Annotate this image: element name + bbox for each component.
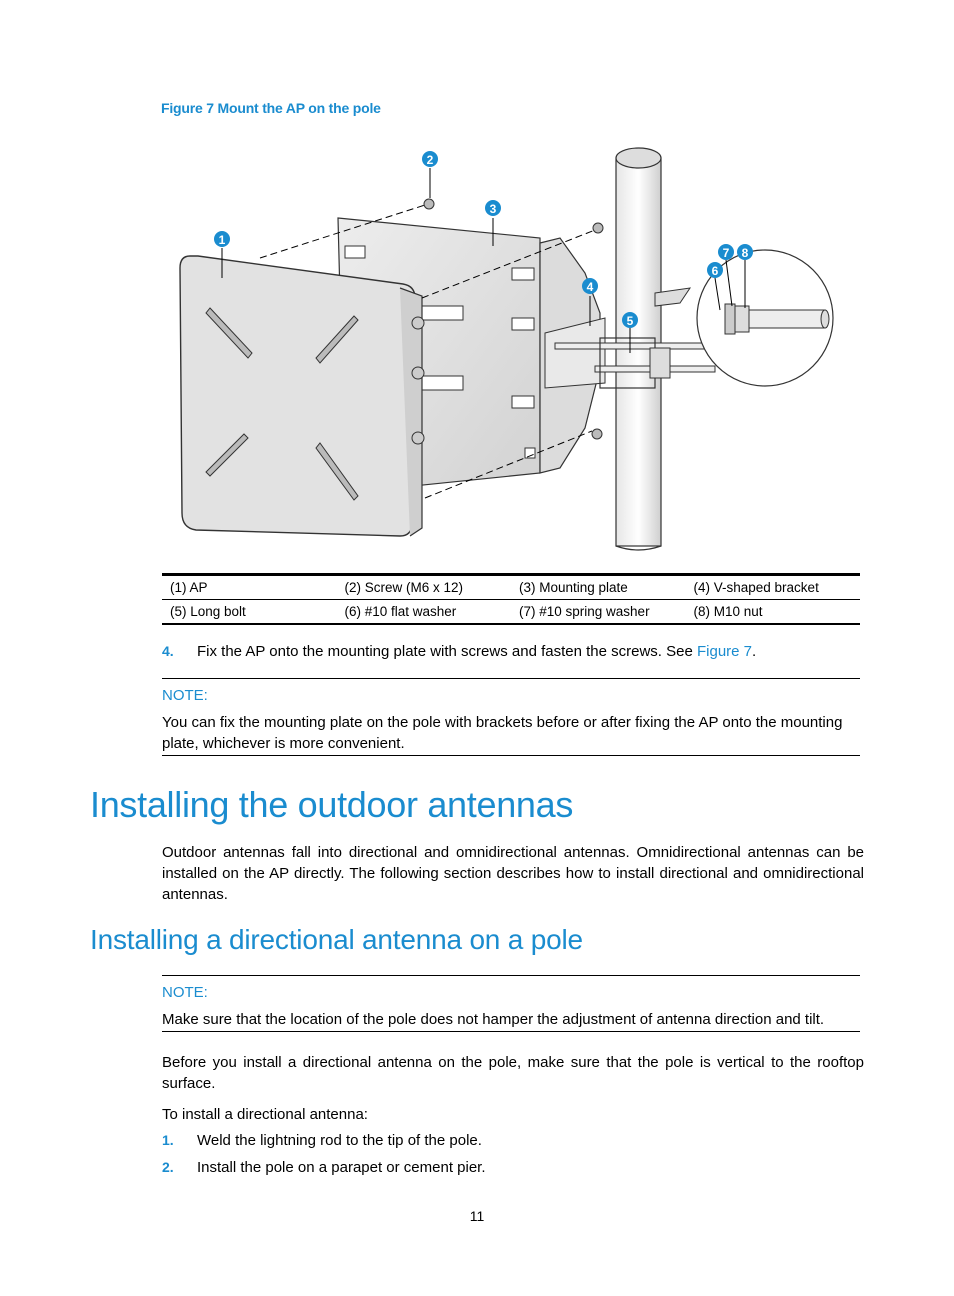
note-pole-location <box>162 975 860 1032</box>
heading-installing-outdoor-antennas: Installing the outdoor antennas <box>90 784 574 825</box>
svg-text:2: 2 <box>426 153 434 167</box>
callout-6 <box>707 262 723 278</box>
svg-text:7: 7 <box>722 246 730 260</box>
callout-5 <box>622 312 638 328</box>
svg-text:5: 5 <box>626 314 634 328</box>
paragraph-to-install: To install a directional antenna: <box>162 1106 368 1123</box>
figure-caption: Figure 7 Mount the AP on the pole <box>161 100 381 116</box>
legend-item-nut: (8) M10 nut <box>693 604 763 619</box>
svg-text:1: 1 <box>218 233 226 247</box>
note-label: NOTE: <box>162 687 208 704</box>
note-text: Make sure that the location of the pole does not hamper the adjustment of antenna direction and tilt. <box>162 1011 825 1028</box>
page-number: 11 <box>469 1208 485 1224</box>
svg-text:6: 6 <box>711 264 719 278</box>
step-text: Weld the lightning rod to the tip of the pole. <box>197 1132 482 1149</box>
ap-unit <box>180 256 424 536</box>
heading-directional-antenna-pole: Installing a directional antenna on a pole <box>90 924 583 955</box>
legend-row <box>162 576 860 599</box>
callout-3 <box>485 200 501 216</box>
step-1 <box>162 1132 482 1149</box>
step-number: 1. <box>162 1132 174 1148</box>
figure-7-link[interactable]: Figure 7 <box>697 643 753 660</box>
legend-row <box>162 599 860 623</box>
svg-text:4: 4 <box>586 280 594 294</box>
figure-legend-table <box>162 573 860 625</box>
step-end: . <box>752 643 757 660</box>
paragraph-before-install: Before you install a directional antenna on the pole, make sure that the pole is vertical to the rooftop surface. <box>162 1054 864 1092</box>
legend-item-flat-washer: (6) #10 flat washer <box>344 604 457 619</box>
callout-4 <box>582 278 598 294</box>
step-number: 2. <box>162 1159 174 1175</box>
svg-text:3: 3 <box>489 202 497 216</box>
legend-item-long-bolt: (5) Long bolt <box>170 604 246 619</box>
callout-1 <box>214 231 230 247</box>
note-label: NOTE: <box>162 984 208 1001</box>
legend-item-spring-washer: (7) #10 spring washer <box>519 604 650 619</box>
step-number: 4. <box>162 643 174 659</box>
callout-2 <box>422 151 438 167</box>
svg-text:8: 8 <box>741 246 749 260</box>
intro-paragraph: Outdoor antennas fall into directional and omnidirectional antennas. Omnidirectional antennas can be installed on the AP directly. The following section describes how to install directional and omnidirectional antennas. <box>162 844 864 903</box>
callout-8 <box>737 244 753 260</box>
legend-item-screw: (2) Screw (M6 x 12) <box>344 580 464 595</box>
ap-pole-mount-figure <box>160 138 860 558</box>
legend-item-ap: (1) AP <box>170 580 208 595</box>
callout-7 <box>718 244 734 260</box>
ap-pole-mount-illustration <box>160 138 860 558</box>
legend-item-v-bracket: (4) V-shaped bracket <box>693 580 819 595</box>
step-2 <box>162 1159 486 1176</box>
note-text: You can fix the mounting plate on the pole with brackets before or after fixing the AP onto the mounting plate, whichever is more convenient. <box>162 714 843 752</box>
legend-item-mounting-plate: (3) Mounting plate <box>519 580 628 595</box>
step-4 <box>162 643 756 660</box>
step-text: Install the pole on a parapet or cement pier. <box>197 1159 486 1176</box>
step-text: Fix the AP onto the mounting plate with screws and fasten the screws. See <box>197 643 697 660</box>
note-mounting-order <box>162 678 860 756</box>
